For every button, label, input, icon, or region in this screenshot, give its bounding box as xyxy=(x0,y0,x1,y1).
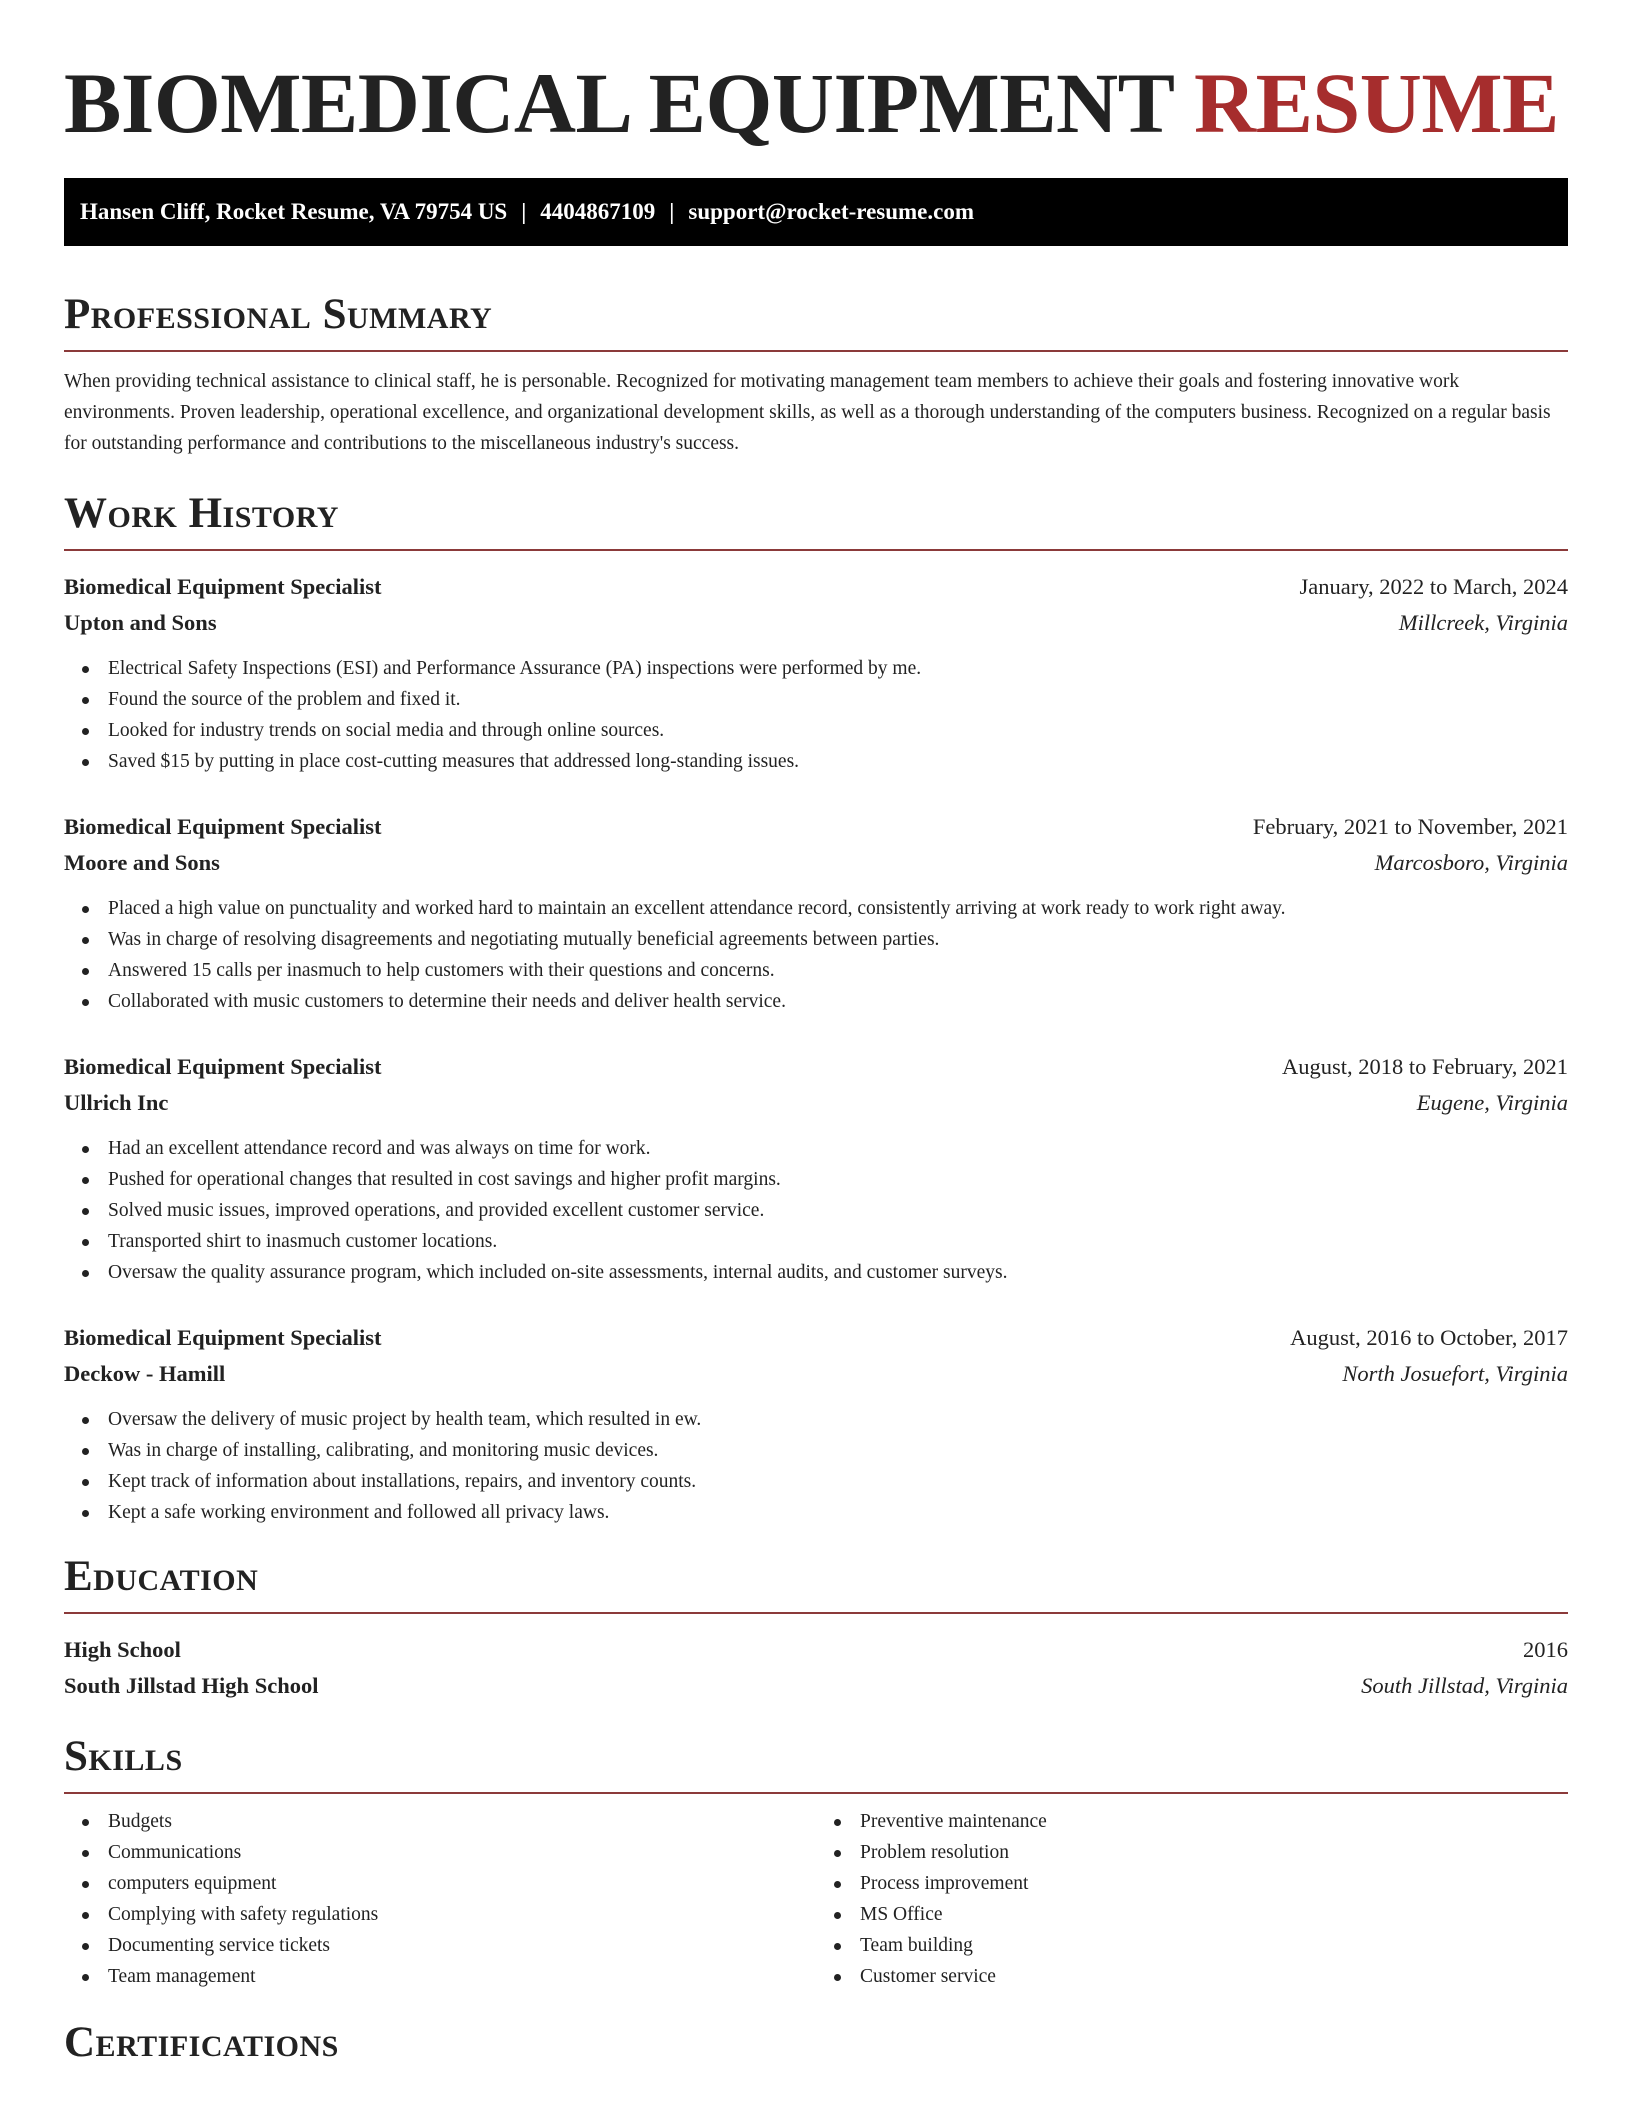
skill-item: Complying with safety regulations xyxy=(64,1899,816,1930)
job-bullets xyxy=(64,1133,1568,1288)
job-location: Millcreek, Virginia xyxy=(1398,610,1568,635)
job-bullet: Collaborated with music customers to determine their needs and deliver health service. xyxy=(64,986,1568,1017)
skills-column-left xyxy=(64,1806,816,1992)
job-bullet: Oversaw the quality assurance program, which included on-site assessments, internal audits, and customer surveys. xyxy=(64,1257,1568,1288)
job-entry xyxy=(64,809,1568,1017)
certifications-heading: Certifications xyxy=(64,2019,339,2066)
job-title: Biomedical Equipment Specialist xyxy=(64,1325,382,1350)
summary-text: When providing technical assistance to clinical staff, he is personable. Recognized for motivating management team members to achieve their goals and fostering innovative work environments. Proven leadership, operational excellence, and organizational development skills, as well as a thorough understanding of the computers business. Recognized on a regular basis for outstanding performance and contributions to the miscellaneous industry's success. xyxy=(64,371,1551,454)
job-bullets xyxy=(64,653,1568,777)
job-bullet: Had an excellent attendance record and was always on time for work. xyxy=(64,1133,1568,1164)
job-entry xyxy=(64,1049,1568,1288)
skill-item: Problem resolution xyxy=(816,1837,1568,1868)
job-dates: August, 2018 to February, 2021 xyxy=(1281,1054,1568,1079)
education-section xyxy=(64,1552,1568,1704)
job-bullet: Pushed for operational changes that resulted in cost savings and higher profit margins. xyxy=(64,1164,1568,1195)
summary-section xyxy=(64,290,1568,459)
job-company: Moore and Sons xyxy=(64,850,220,875)
title-accent: RESUME xyxy=(1193,55,1559,151)
skill-item: Process improvement xyxy=(816,1868,1568,1899)
job-entry xyxy=(64,569,1568,777)
job-dates: January, 2022 to March, 2024 xyxy=(1299,574,1568,599)
job-company: Deckow - Hamill xyxy=(64,1361,226,1386)
education-header-row xyxy=(64,1632,1568,1668)
job-location: Marcosboro, Virginia xyxy=(1374,850,1568,875)
contact-address: Hansen Cliff, Rocket Resume, VA 79754 US xyxy=(80,199,508,224)
contact-email: support@rocket-resume.com xyxy=(688,199,975,224)
skill-item: Documenting service tickets xyxy=(64,1930,816,1961)
job-dates: August, 2016 to October, 2017 xyxy=(1290,1325,1568,1350)
job-bullet: Looked for industry trends on social media and through online sources. xyxy=(64,715,1568,746)
job-header-row xyxy=(64,569,1568,605)
resume-title xyxy=(64,0,1568,151)
skill-item: Team building xyxy=(816,1930,1568,1961)
job-company-row xyxy=(64,1085,1568,1121)
education-entry xyxy=(64,1632,1568,1704)
job-header-row xyxy=(64,1320,1568,1356)
skill-item: Team management xyxy=(64,1961,816,1992)
contact-separator: | xyxy=(521,199,527,224)
contact-separator: | xyxy=(669,199,675,224)
job-bullets xyxy=(64,893,1568,1017)
job-dates: February, 2021 to November, 2021 xyxy=(1252,814,1568,839)
job-bullet: Was in charge of installing, calibrating, and monitoring music devices. xyxy=(64,1435,1568,1466)
job-header-row xyxy=(64,1049,1568,1085)
education-location: South Jillstad, Virginia xyxy=(1361,1673,1568,1698)
section-divider xyxy=(64,549,1568,551)
skills-column-right xyxy=(816,1806,1568,1992)
work-history-section xyxy=(64,489,1568,1528)
skill-item: Budgets xyxy=(64,1806,816,1837)
job-header-row xyxy=(64,809,1568,845)
skills-section xyxy=(64,1732,1568,1992)
job-bullet: Transported shirt to inasmuch customer locations. xyxy=(64,1226,1568,1257)
job-title: Biomedical Equipment Specialist xyxy=(64,814,382,839)
skill-item: computers equipment xyxy=(64,1868,816,1899)
skill-item: MS Office xyxy=(816,1899,1568,1930)
job-company-row xyxy=(64,1356,1568,1392)
education-school: South Jillstad High School xyxy=(64,1673,319,1698)
certifications-section xyxy=(64,2018,1568,2068)
job-bullet: Was in charge of resolving disagreements and negotiating mutually beneficial agreements between parties. xyxy=(64,924,1568,955)
job-bullet: Kept track of information about installations, repairs, and inventory counts. xyxy=(64,1466,1568,1497)
education-school-row xyxy=(64,1668,1568,1704)
education-degree: High School xyxy=(64,1637,181,1662)
job-company-row xyxy=(64,845,1568,881)
job-entry xyxy=(64,1320,1568,1528)
education-heading: Education xyxy=(64,1553,259,1600)
job-bullet: Answered 15 calls per inasmuch to help customers with their questions and concerns. xyxy=(64,955,1568,986)
job-bullet: Placed a high value on punctuality and worked hard to maintain an excellent attendance record, consistently arriving at work ready to work right away. xyxy=(64,893,1568,924)
job-company-row xyxy=(64,605,1568,641)
job-bullet: Saved $15 by putting in place cost-cutting measures that addressed long-standing issues. xyxy=(64,746,1568,777)
section-divider xyxy=(64,1612,1568,1614)
section-divider xyxy=(64,350,1568,352)
work-history-heading: Work History xyxy=(64,490,339,537)
job-bullet: Kept a safe working environment and followed all privacy laws. xyxy=(64,1497,1568,1528)
skill-item: Communications xyxy=(64,1837,816,1868)
skill-item: Customer service xyxy=(816,1961,1568,1992)
job-title: Biomedical Equipment Specialist xyxy=(64,1054,382,1079)
job-bullet: Oversaw the delivery of music project by health team, which resulted in ew. xyxy=(64,1404,1568,1435)
job-location: North Josuefort, Virginia xyxy=(1342,1361,1568,1386)
skill-item: Preventive maintenance xyxy=(816,1806,1568,1837)
skills-heading: Skills xyxy=(64,1733,183,1780)
job-company: Ullrich Inc xyxy=(64,1090,169,1115)
contact-bar xyxy=(64,178,1568,246)
job-bullet: Solved music issues, improved operations, and provided excellent customer service. xyxy=(64,1195,1568,1226)
title-main: BIOMEDICAL EQUIPMENT xyxy=(64,55,1173,151)
contact-phone: 4404867109 xyxy=(540,199,656,224)
job-bullet: Electrical Safety Inspections (ESI) and Performance Assurance (PA) inspections were performed by me. xyxy=(64,653,1568,684)
job-location: Eugene, Virginia xyxy=(1416,1090,1568,1115)
job-bullet: Found the source of the problem and fixed it. xyxy=(64,684,1568,715)
job-company: Upton and Sons xyxy=(64,610,217,635)
section-divider xyxy=(64,1792,1568,1794)
job-title: Biomedical Equipment Specialist xyxy=(64,574,382,599)
education-year: 2016 xyxy=(1523,1637,1568,1662)
job-bullets xyxy=(64,1404,1568,1528)
summary-heading: Professional Summary xyxy=(64,291,493,338)
skills-grid xyxy=(64,1806,1568,1992)
